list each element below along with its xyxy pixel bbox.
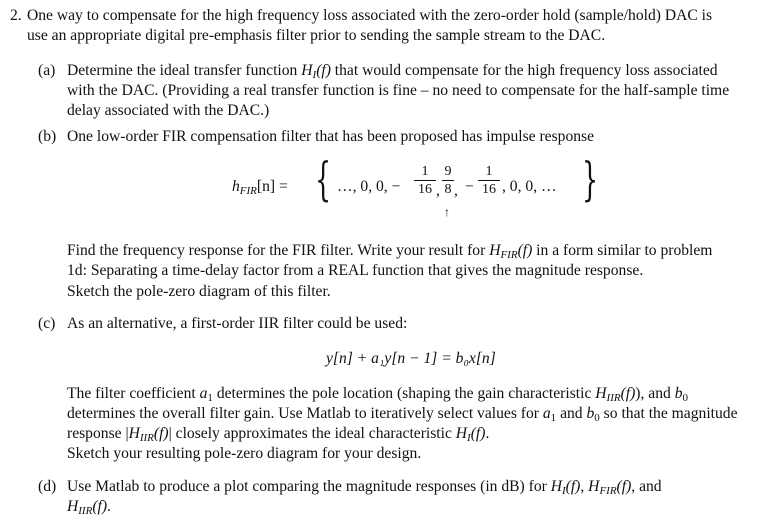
left-brace: { xyxy=(315,152,332,206)
part-d-line-2: $H_{IIR}(f)$. xyxy=(67,498,111,517)
part-d-line-1: Use Matlab to produce a plot comparing the magnitude responses (in dB) for $H_I(f)$, $H_{FIR}(f)$, and xyxy=(67,478,662,497)
part-c-text-1: The filter coefficient $a_1$ determines the pole location (shaping the gain characteristic $H_{IIR}(f)$), and $b_0$ xyxy=(67,385,688,404)
comma-2: , xyxy=(454,182,458,199)
intro-line-1: One way to compensate for the high frequency loss associated with the zero-order hold (sample/hold) DAC is xyxy=(27,7,713,24)
part-c-line-1: As an alternative, a first-order IIR filter could be used: xyxy=(67,315,408,332)
right-brace: } xyxy=(582,152,599,206)
part-c-label: (c) xyxy=(38,315,56,332)
seq-prefix: …, 0, 0, − xyxy=(337,178,401,195)
eq-lhs: $h_{FIR}[n]$ = xyxy=(232,178,288,197)
part-a-label: (a) xyxy=(38,62,56,79)
part-b-text-3: Sketch the pole-zero diagram of this filter. xyxy=(67,283,331,300)
iir-difference-equation: y[n] + a₁y[n − 1] = b₀x[n] xyxy=(326,350,496,367)
part-c-text-3: response $|H_{IIR}(f)|$ closely approximates the ideal characteristic $H_I(f)$. xyxy=(67,425,490,444)
fraction-1-16: 1 16 xyxy=(414,164,436,197)
part-c-text-2: determines the overall filter gain. Use Matlab to iteratively select values for $a_1$ and $b_0$ so that the magnitude xyxy=(67,405,738,424)
comma-1: , xyxy=(436,182,440,199)
part-c-text-4: Sketch your resulting pole-zero diagram for your design. xyxy=(67,445,422,462)
origin-arrow: ↑ xyxy=(444,205,450,219)
fraction-9-8: 9 8 xyxy=(442,164,454,197)
part-b-text-1: Find the frequency response for the FIR filter. Write your result for $H_{FIR}(f)$ in a form similar to problem xyxy=(67,242,713,261)
intro-line-2: use an appropriate digital pre-emphasis filter prior to sending the sample stream to the DAC. xyxy=(27,27,606,44)
part-a-line-2: with the DAC. (Providing a real transfer function is fine – no need to compensate for the half-sample time xyxy=(67,82,730,99)
problem-number: 2. xyxy=(10,7,22,24)
part-b-text-2: 1d: Separating a time-delay factor from a REAL function that gives the magnitude response. xyxy=(67,262,644,279)
fraction-1-16-b: 1 16 xyxy=(478,164,500,197)
part-a-line-1: Determine the ideal transfer function $H_I(f)$ that would compensate for the high frequency loss associated xyxy=(67,62,718,81)
part-d-label: (d) xyxy=(38,478,57,495)
part-b-label: (b) xyxy=(38,128,57,145)
seq-minus: − xyxy=(465,178,474,195)
seq-suffix: , 0, 0, … xyxy=(502,178,557,195)
part-a-line-3: delay associated with the DAC.) xyxy=(67,102,270,119)
part-b-line-1: One low-order FIR compensation filter that has been proposed has impulse response xyxy=(67,128,595,145)
